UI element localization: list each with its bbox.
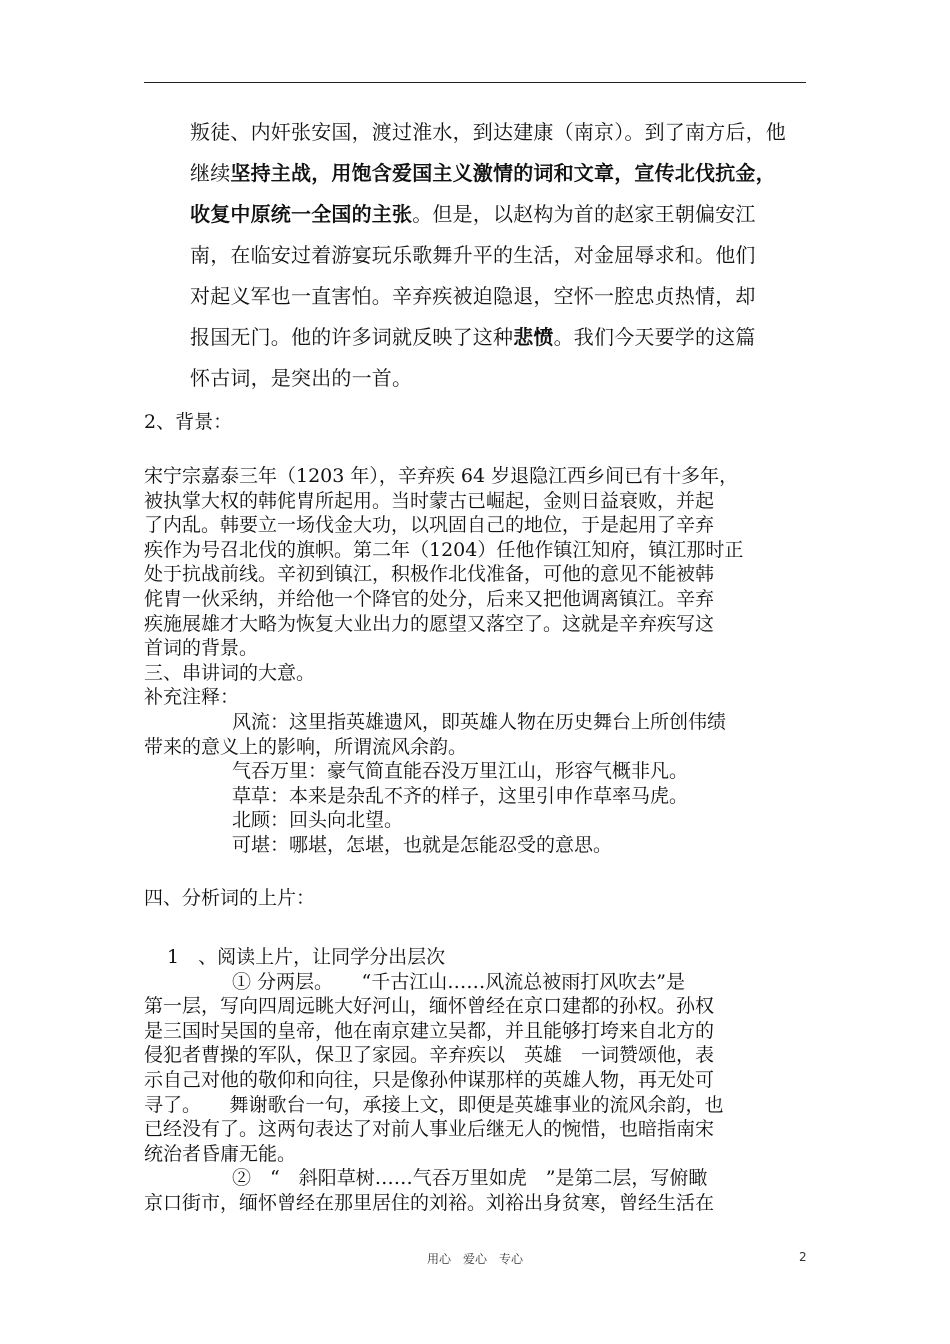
text-line: ① 分两层。 “千古江山……风流总被雨打风吹去”是 [232,970,685,993]
text-line: 首词的背景。 [144,637,259,660]
background-heading-block [144,410,814,435]
footer-motto: 用心 爱心 专心 [426,1252,523,1266]
text-line: 对起义军也一直害怕。辛弃疾被迫隐退，空怀一腔忠贞热情，却 [190,284,756,308]
section-heading: 2、背景： [144,411,233,433]
text-line: 南，在临安过着游宴玩乐歌舞升平的生活，对金屈辱求和。他们 [190,243,756,267]
bold-text-run: 悲愤 [513,325,554,349]
text-line: 侂胄一伙采纳，并给他一个降官的处分，后来又把他调离镇江。辛弃 [144,587,715,610]
text-line: 疾作为号召北伐的旗帜。第二年（1204）任他作镇江知府，镇江那时正 [144,538,744,561]
text-run: 继续 [190,161,231,185]
text-line: 示自己对他的敬仰和向往，只是像孙仲谋那样的英雄人物，再无处可 [144,1068,715,1091]
text-line: 叛徒、内奸张安国，渡过淮水，到达建康（南京）。到了南方后，他 [190,120,786,144]
text-line: 统治者昏庸无能。 [144,1142,297,1165]
text-run: 。我们今天要学的这篇 [553,325,756,349]
text-line: 第一层，写向四周远眺大好河山，缅怀曾经在京口建都的孙权。孙权 [144,995,715,1018]
text-line: ② “ 斜阳草树……气吞万里如虎 ”是第二层，写俯瞰 [232,1167,708,1190]
text-line: 京口街市，缅怀曾经在那里居住的刘裕。刘裕出身贫寒，曾经生活在 [144,1191,715,1214]
bold-text-run: 收复中原统一全国的主张 [190,202,413,226]
text-line: 寻了。 舞谢歌台一句，承接上文，即便是英雄事业的流风余韵，也 [144,1093,724,1116]
note-line: 草草：本来是杂乱不齐的样子，这里引申作草率马虎。 [232,784,689,807]
text-line [190,317,810,358]
text-line: 已经没有了。这两句表达了对前人事业后继无人的惋惜，也暗指南宋 [144,1118,715,1141]
text-line [190,194,810,235]
background-paragraph [144,464,814,858]
analysis-paragraph [144,945,814,1216]
section-heading: 三、串讲词的大意。 [144,661,316,684]
page-number: 2 [799,1250,807,1264]
note-line: 北顾：回头向北望。 [232,809,404,832]
sub-heading: 补充注释： [144,686,240,709]
text-line: 处于抗战前线。辛初到镇江，积极作北伐准备，可他的意见不能被韩 [144,563,715,586]
text-line: 怀古词，是突出的一首。 [190,366,413,390]
text-run: 报国无门。他的许多词就反映了这种 [190,325,514,349]
text-line [190,153,810,194]
section4-heading-block [144,886,814,911]
text-line: 了内乱。韩要立一场伐金大功，以巩固自己的地位，于是起用了辛弃 [144,514,715,537]
list-item: 1 、阅读上片，让同学分出层次 [167,946,446,968]
text-line: 侵犯者曹操的军队，保卫了家园。辛弃疾以 英雄 一词赞颂他，表 [144,1044,715,1067]
section-heading: 四、分析词的上片： [144,887,316,909]
note-line: 气吞万里：豪气简直能吞没万里江山，形容气概非凡。 [232,760,689,783]
note-line: 风流：这里指英雄遗风，即英雄人物在历史舞台上所创伟绩 [232,710,727,733]
text-line: 宋宁宗嘉泰三年（1203 年），辛弃疾 64 岁退隐江西乡间已有十多年， [144,465,739,487]
text-line: 是三国时吴国的皇帝，他在南京建立吴都，并且能够打垮来自北方的 [144,1019,715,1042]
note-line: 带来的意义上的影响，所谓流风余韵。 [144,735,468,758]
header-rule [144,82,806,83]
text-run: 。但是，以赵构为首的赵家王朝偏安江 [412,202,756,226]
text-line: 被执掌大权的韩侂胄所起用。当时蒙古已崛起，金则日益衰败，并起 [144,489,715,512]
note-line: 可堪：哪堪，怎堪，也就是怎能忍受的意思。 [232,833,613,856]
text-line: 疾施展雄才大略为恢复大业出力的愿望又落空了。这就是辛弃疾写这 [144,612,715,635]
intro-paragraph [190,112,810,399]
bold-text-run: 坚持主战，用饱含爱国主义激情的词和文章，宣传北伐抗金， [230,161,776,185]
